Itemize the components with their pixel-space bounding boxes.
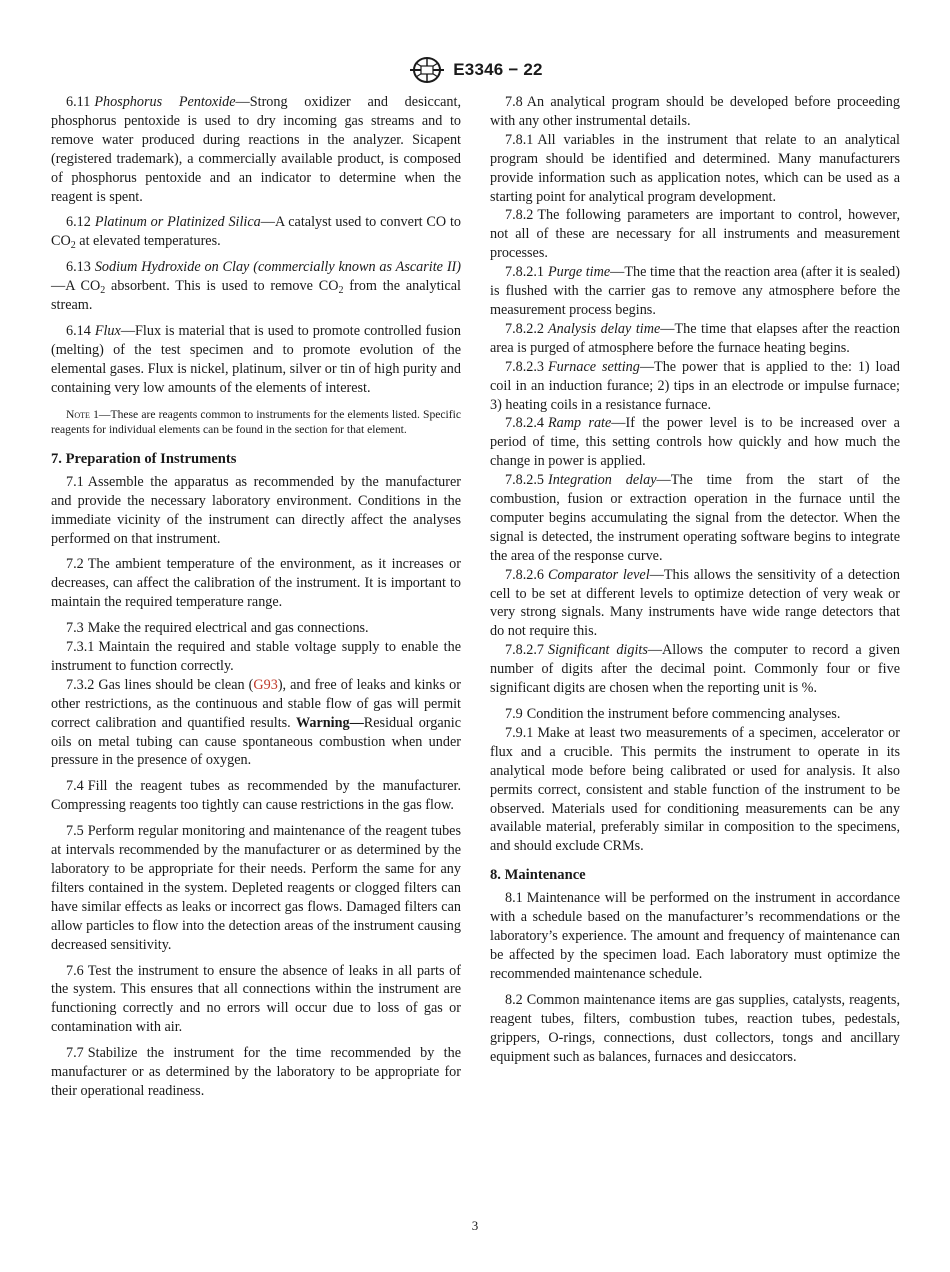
para-7-8-2: 7.8.2 The following parameters are important to control, however, not all of these are necessary for all instruments and measurement processes. bbox=[490, 207, 900, 262]
para-7-3: 7.3 Make the required electrical and gas connections. bbox=[66, 620, 369, 637]
para-7-8: 7.8 An analytical program should be developed before proceeding with any other instrumental details. bbox=[490, 94, 900, 129]
para-6-11: 6.11 Phosphorus Pentoxide—Strong oxidizer and desiccant, phosphorus pentoxide is used to dry incoming gas streams and to remove water produced during reactions in the analyzer. Sicapent (registered trademark), a commercially available product, is composed of phosphorus pentoxide and an indicator to determine when the reagent is spent. bbox=[51, 94, 462, 205]
para-6-12: 6.12 Platinum or Platinized Silica—A catalyst used to convert CO to $CO_2$ at elevated temperatures. bbox=[51, 214, 461, 252]
page-number: 3 bbox=[471, 1218, 479, 1233]
para-8-1: 8.1 Maintenance will be performed on the instrument in accordance with a schedule based on the manufacturer’s recommendations or the laboratory’s experience. The amount and frequency of maintenance can be affected by the specimen load. Each laboratory must optimize the recommended maintenance schedule. bbox=[490, 890, 900, 982]
right-column bbox=[490, 93, 900, 1066]
para-7-8-2-1: 7.8.2.1 Purge time—The time that the reaction area (after it is sealed) is flushed with the carrier gas to remove any atmosphere before the measurement process begins. bbox=[490, 264, 900, 318]
para-6-14: 6.14 Flux—Flux is material that is used to promote controlled fusion (melting) of the test specimen and to promote evolution of the elemental gases. Flux is nickel, platinum, silver or tin of high purity and containing very low amounts of the elements of interest. bbox=[51, 322, 461, 396]
section-7-heading: 7. Preparation of Instruments bbox=[51, 450, 237, 467]
para-7-8-2-6: 7.8.2.6 Comparator level—This allows the sensitivity of a detection cell to be set at different levels to optimize detection of very weak or very strong signals. Many instruments have wide range detectors that do not require this. bbox=[490, 566, 900, 640]
para-8-2: 8.2 Common maintenance items are gas supplies, catalysts, reagents, reagent tubes, filters, combustion tubes, reaction tubes, pedestals, grippers, O-rings, connections, dust collectors, tongs and ancillary equipment such as balances, furnaces and desiccators. bbox=[490, 991, 900, 1065]
reference-link-g93[interactable]: G93 bbox=[253, 676, 278, 693]
para-7-5: 7.5 Perform regular monitoring and maintenance of the reagent tubes at intervals recommended by the manufacturer or as determined by the laboratory to be appropriate for their needs. Perform the same for any filters contained in the system. Depleted reagents or clogged filters can have similar effects as leaks or incorrect gas flows. Damaged filters can allow particles to flow into the detection areas of the instrument causing decreased sensitivity. bbox=[51, 823, 461, 953]
para-7-8-2-2: 7.8.2.2 Analysis delay time—The time that elapses after the reaction area is purged of atmosphere before the furnace heating begins. bbox=[490, 320, 900, 356]
para-7-8-2-5: 7.8.2.5 Integration delay—The time from the start of the combustion, fusion or extraction operation in the furnace until the computer begins accumulating the signal from the detector. When the signal is detected, the instrument operating software begins to integrate the area of the response curve. bbox=[490, 472, 900, 564]
para-7-2: 7.2 The ambient temperature of the environment, as it increases or decreases, can affect the calibration of the instrument. It is important to maintain the required temperature range. bbox=[51, 556, 461, 611]
left-column bbox=[51, 93, 461, 1101]
para-7-9: 7.9 Condition the instrument before commencing analyses. bbox=[505, 706, 841, 722]
para-7-4: 7.4 Fill the reagent tubes as recommended by the manufacturer. Compressing reagents too tightly can cause restrictions in the gas flow. bbox=[51, 778, 461, 814]
page-header bbox=[0, 55, 950, 85]
para-7-1: 7.1 Assemble the apparatus as recommended by the manufacturer and provide the necessary laboratory environment. Conditions in the immediate vicinity of the instrument can directly affect the analyses performed on that instrument. bbox=[51, 473, 461, 547]
para-7-3-2: 7.3.2 Gas lines should be clean (G93), and free of leaks and kinks or other restrictions, as the continuous and stable flow of gas will permit correct calibration and quantified results. Warning—Residual organic oils on metal tubing can cause spontaneous combustion when under pressure in the presence of oxygen. bbox=[51, 676, 461, 769]
para-7-8-2-7: 7.8.2.7 Significant digits—Allows the computer to record a given number of digits after the decimal point. Commonly four or five significant digits are chosen when the reporting unit is %. bbox=[490, 642, 900, 697]
section-8-heading: 8. Maintenance bbox=[490, 867, 586, 884]
para-7-9-1: 7.9.1 Make at least two measurements of a specimen, accelerator or flux and a crucible. This permits the instrument to operate in its analytical mode before being calibrated or used for analysis. It also permits correct, consistent and stable function of the instrument to be observed. Materials used for conditioning measurements can be any available material, preferably similar in composition to the specimens, and should exclude CRMs. bbox=[490, 724, 900, 855]
para-7-3-1: 7.3.1 Maintain the required and stable voltage supply to enable the instrument to function correctly. bbox=[51, 639, 461, 674]
para-7-8-1: 7.8.1 All variables in the instrument that relate to an analytical program should be identified and determined. Many manufacturers provide information such as application notes, which can be used as a starting point for analytical program development. bbox=[490, 131, 900, 205]
para-7-8-2-3: 7.8.2.3 Furnace setting—The power that is applied to the: 1) load coil in an induction furance; 2) tips in an electrode or impulse furnace; 3) heating coils in a resistance furnace. bbox=[490, 358, 900, 413]
standard-designation: E3346 − 22 bbox=[453, 60, 543, 79]
para-7-8-2-4: 7.8.2.4 Ramp rate—If the power level is to be increased over a period of time, this setting controls how quickly and how much the change in power is applied. bbox=[490, 415, 900, 470]
para-7-6: 7.6 Test the instrument to ensure the absence of leaks in all parts of the system. This ensures that all connections within the instrument are functioning correctly and no errors will occur due to loss of gas or contamination with air. bbox=[51, 962, 461, 1036]
para-6-13: 6.13 Sodium Hydroxide on Clay (commercially known as Ascarite II)—A $CO_2$ absorbent. This is used to remove $CO_2$ from the analytical stream. bbox=[51, 259, 461, 314]
para-7-7: 7.7 Stabilize the instrument for the time recommended by the manufacturer or as determined by the laboratory to be appropriate for their operational readiness. bbox=[51, 1045, 461, 1099]
note-1: Note 1—These are reagents common to instruments for the elements listed. Specific reagents for individual elements can be found in the section for that element. bbox=[51, 407, 461, 437]
astm-logo-icon bbox=[407, 56, 447, 84]
